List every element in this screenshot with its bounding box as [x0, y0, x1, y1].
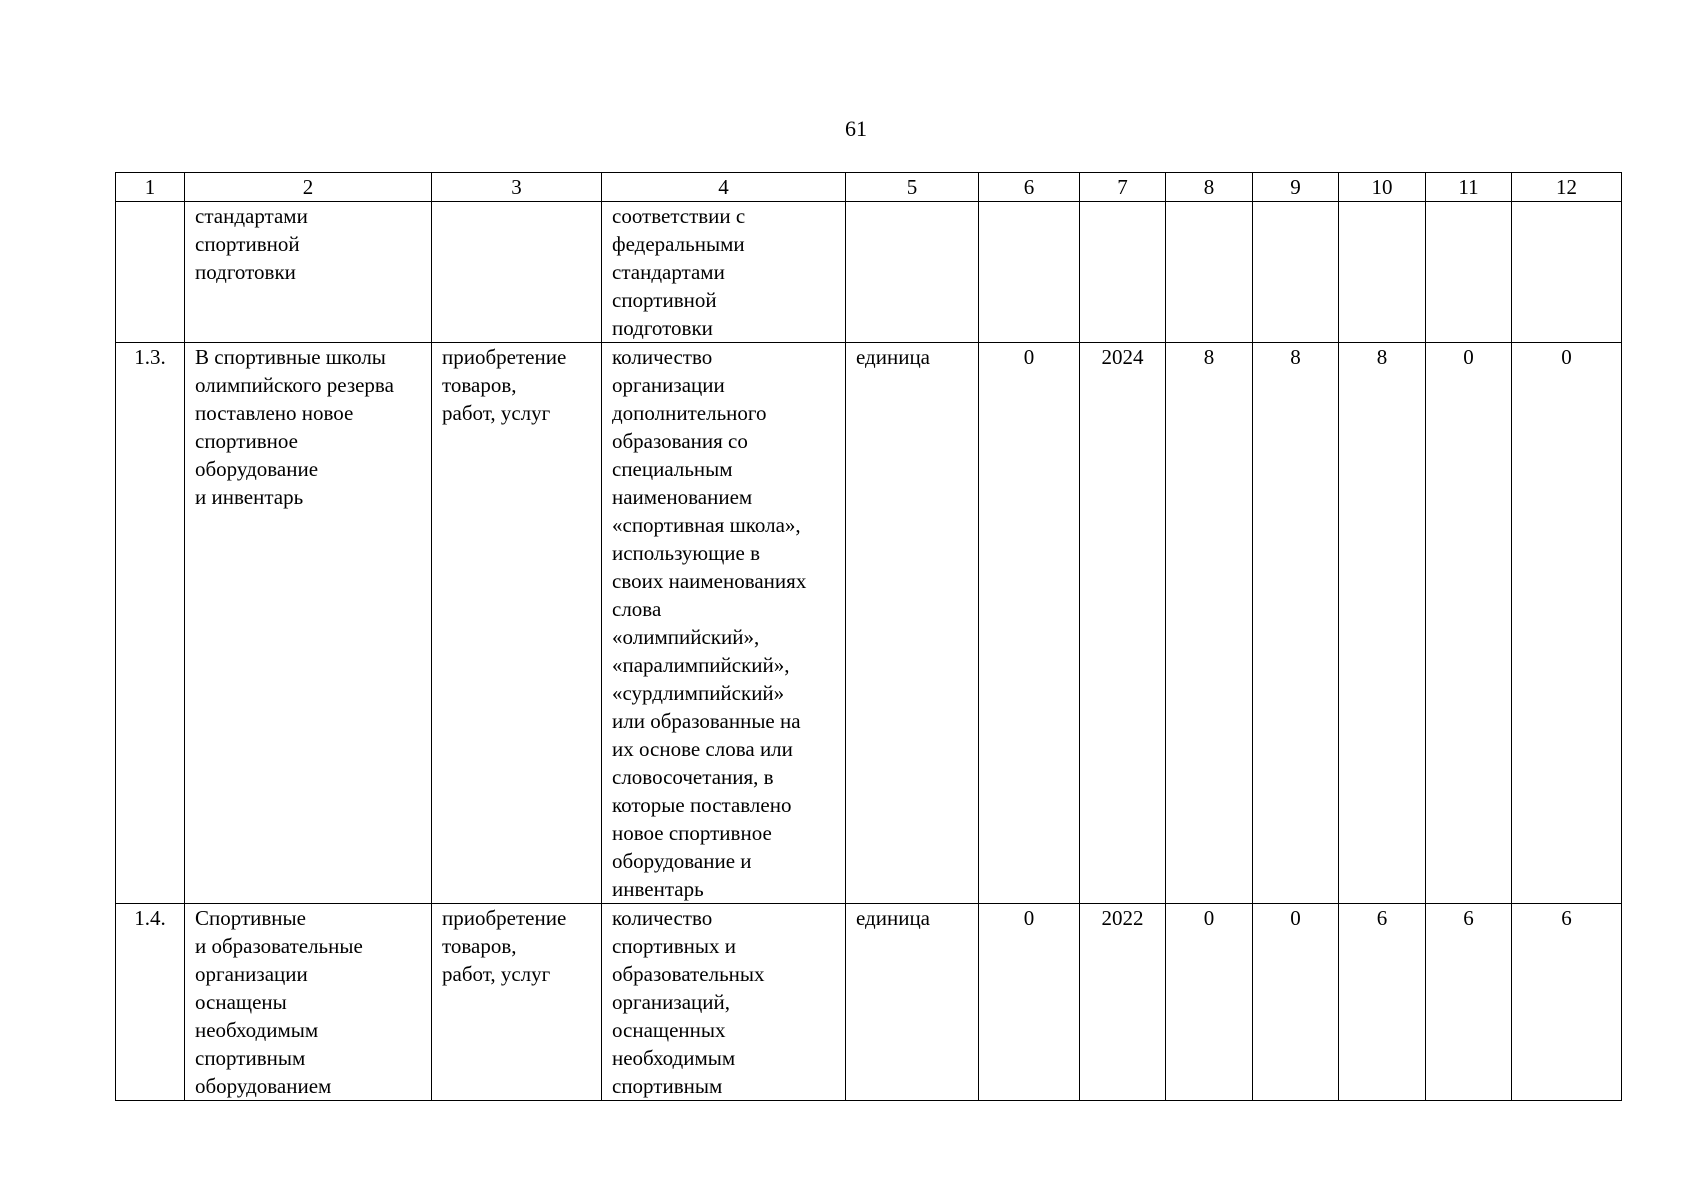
- result-name-cell: Спортивные и образовательные организации оснащены необходимым спортивным оборудованием: [185, 904, 432, 1101]
- row-number-cell: 1.4.: [116, 904, 185, 1101]
- table-row: [116, 202, 1622, 343]
- column-number-header: 6: [979, 173, 1080, 202]
- column-number-header: 12: [1512, 173, 1622, 202]
- page-number: 61: [845, 116, 867, 141]
- value-cell: 8: [1339, 343, 1426, 904]
- unit-cell: [846, 202, 979, 343]
- value-cell: 0: [1253, 904, 1339, 1101]
- value-cell: 8: [1166, 343, 1253, 904]
- row-number-cell: 1.3.: [116, 343, 185, 904]
- column-number-header: 2: [185, 173, 432, 202]
- indicator-description-cell: количество организации дополнительного образования со специальным наименованием «спортивная школа», использующие в своих наименованиях слова «олимпийский», «паралимпийский», «сурдлимпийский» или образованные на их основе слова или словосочетания, в которые поставлено новое спортивное оборудование и инвентарь: [602, 343, 846, 904]
- column-number-header: 3: [432, 173, 602, 202]
- value-cell: [1166, 202, 1253, 343]
- indicator-description-cell: соответствии с федеральными стандартами спортивной подготовки: [602, 202, 846, 343]
- value-cell: 0: [1166, 904, 1253, 1101]
- value-cell: 6: [1512, 904, 1622, 1101]
- column-number-header: 7: [1080, 173, 1166, 202]
- indicators-table: [115, 172, 1622, 1101]
- base-year-cell: 2024: [1080, 343, 1166, 904]
- value-cell: [1253, 202, 1339, 343]
- column-number-header: 8: [1166, 173, 1253, 202]
- unit-cell: единица: [846, 343, 979, 904]
- column-number-header: 10: [1339, 173, 1426, 202]
- column-number-header: 11: [1426, 173, 1512, 202]
- result-name-cell: В спортивные школы олимпийского резерва поставлено новое спортивное оборудование и инвентарь: [185, 343, 432, 904]
- value-cell: 0: [1512, 343, 1622, 904]
- column-number-header: 4: [602, 173, 846, 202]
- unit-cell: единица: [846, 904, 979, 1101]
- value-cell: 8: [1253, 343, 1339, 904]
- base-value-cell: 0: [979, 343, 1080, 904]
- indicator-description-cell: количество спортивных и образовательных организаций, оснащенных необходимым спортивным: [602, 904, 846, 1101]
- column-number-header-row: [116, 173, 1622, 202]
- column-number-header: 5: [846, 173, 979, 202]
- result-type-cell: приобретение товаров, работ, услуг: [432, 343, 602, 904]
- result-type-cell: [432, 202, 602, 343]
- value-cell: 0: [1426, 343, 1512, 904]
- base-year-cell: 2022: [1080, 904, 1166, 1101]
- value-cell: 6: [1339, 904, 1426, 1101]
- result-type-cell: приобретение товаров, работ, услуг: [432, 904, 602, 1101]
- result-name-cell: стандартами спортивной подготовки: [185, 202, 432, 343]
- row-number-cell: [116, 202, 185, 343]
- value-cell: [1426, 202, 1512, 343]
- base-value-cell: [979, 202, 1080, 343]
- base-year-cell: [1080, 202, 1166, 343]
- base-value-cell: 0: [979, 904, 1080, 1101]
- value-cell: [1339, 202, 1426, 343]
- table-row: [116, 343, 1622, 904]
- table-row: [116, 904, 1622, 1101]
- column-number-header: 9: [1253, 173, 1339, 202]
- column-number-header: 1: [116, 173, 185, 202]
- value-cell: [1512, 202, 1622, 343]
- value-cell: 6: [1426, 904, 1512, 1101]
